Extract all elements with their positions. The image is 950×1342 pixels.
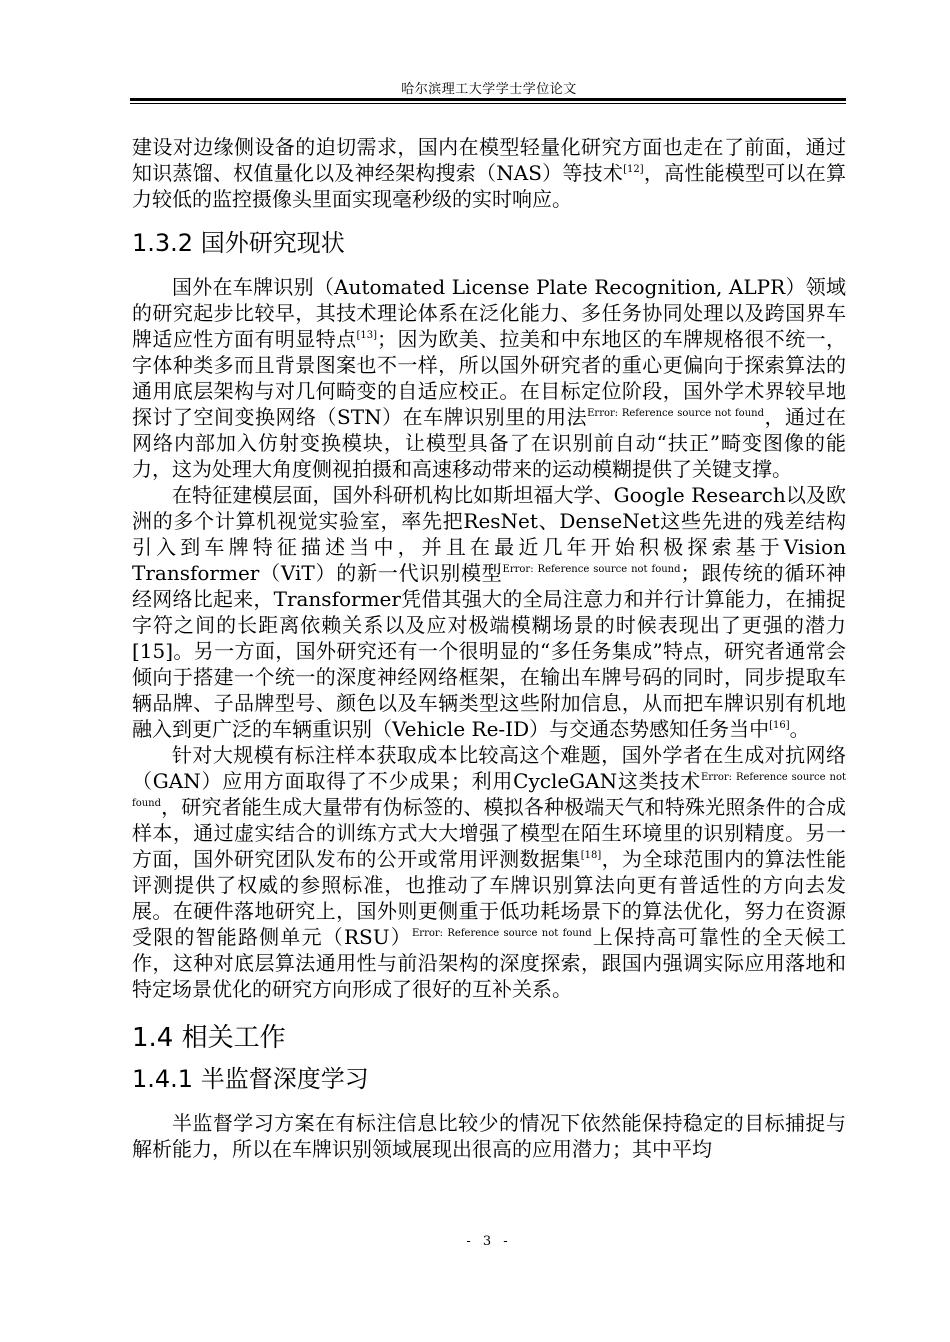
section-heading-1-4: 1.4 相关工作	[132, 1023, 286, 1053]
paragraph-continued	[132, 134, 846, 212]
header-rule-thin	[130, 103, 846, 104]
text: 针对大规模有标注样本获取成本比较高这个难题，国外学者在生成对抗网络（GAN）应用方面取得了不少成果；利用CycleGAN这类技术	[132, 743, 846, 793]
section-heading-1-3-2: 1.3.2 国外研究现状	[132, 229, 345, 257]
text: ，高性能模型可以在算力较低的监控摄像头里面实现毫秒级的实时响应。	[132, 161, 846, 211]
text: 。	[789, 717, 810, 741]
citation-error: Error: Reference source not found	[502, 564, 681, 575]
running-header: 哈尔滨理工大学学士学位论文	[401, 82, 577, 97]
section-heading-1-4-1: 1.4.1 半监督深度学习	[132, 1065, 369, 1093]
page-body	[132, 134, 846, 1162]
text: ，研究者能生成大量带有伪标签的、模拟各种极端天气和特殊光照条件的合成样本，通过虚实结合的训练方式大大增强了模型在陌生环境里的识别精度。另一方面，国外研究团队发布的公开或常用评测数据集	[132, 795, 846, 871]
page-number: - 3 -	[466, 1234, 512, 1249]
paragraph-gan-datasets	[132, 742, 846, 1002]
text: ；因为欧美、拉美和中东地区的车牌规格很不统一，字体种类多而且背景图案也不一样，所以国外研究者的重心更偏向于探索算法的通用底层架构与对几何畸变的自适应校正。在目标定位阶段，国外学术界较早地探讨了空间变换网络（STN）在车牌识别里的用法	[132, 327, 847, 429]
text: ，通过在网络内部加入仿射变换模块，让模型具备了在识别前自动“扶正”畸变图像的能力，这为处理大角度侧视拍摄和高速移动带来的运动模糊提供了关键支撑。	[132, 405, 846, 481]
paragraph-semi-supervised: 半监督学习方案在有标注信息比较少的情况下依然能保持稳定的目标捕捉与解析能力，所以在车牌识别领域展现出很高的应用潜力；其中平均	[132, 1111, 846, 1161]
header-rule-thick	[130, 98, 846, 101]
citation-error: Error: Reference source not found	[132, 772, 846, 809]
text: 建设对边缘侧设备的迫切需求，国内在模型轻量化研究方面也走在了前面，通过知识蒸馏、权值量化以及神经架构搜索（NAS）等技术	[132, 135, 846, 185]
text: 国外在车牌识别（Automated License Plate Recognition, ALPR）领域的研究起步比较早，其技术理论体系在泛化能力、多任务协同处理以及跨国界车牌适应性方面有明显特点	[132, 275, 846, 351]
paragraph-feature-modeling	[132, 482, 846, 742]
citation: [13]	[356, 330, 378, 341]
citation: [18]	[580, 850, 602, 861]
text: ；跟传统的循环神经网络比起来，Transformer凭借其强大的全局注意力和并行计算能力，在捕捉字符之间的长距离依赖关系以及应对极端模糊场景的时候表现出了更强的潜力[15]。另一方面，国外研究还有一个很明显的“多任务集成”特点，研究者通常会倾向于搭建一个统一的深度神经网络框架，在输出车牌号码的同时，同步提取车辆品牌、子品牌型号、颜色以及车辆类型这些附加信息，从而把车牌识别有机地融入到更广泛的车辆重识别（Vehicle Re-ID）与交通态势感知任务当中	[132, 561, 847, 741]
citation-error: Error: Reference source not found	[587, 408, 764, 419]
text: 在特征建模层面，国外科研机构比如斯坦福大学、Google Research以及欧洲的多个计算机视觉实验室，率先把ResNet、DenseNet这些先进的残差结构引入到车牌特征描述当中，并且在最近几年开始积极探索基于Vision Transformer（ViT）的新一代识别模型	[132, 483, 846, 585]
text: ，为全球范围内的算法性能评测提供了权威的参照标准，也推动了车牌识别算法向更有普适性的方向去发展。在硬件落地研究上，国外则更侧重于低功耗场景下的算法优化，努力在资源受限的智能路侧单元（RSU）	[132, 847, 847, 949]
text: 上保持高可靠性的全天候工作，这种对底层算法通用性与前沿架构的深度探索，跟国内强调实际应用落地和特定场景优化的研究方向形成了很好的互补关系。	[132, 925, 847, 1001]
paragraph-foreign-overview	[132, 274, 846, 482]
citation: [16]	[769, 720, 790, 731]
citation: [12]	[623, 164, 644, 175]
citation-error: Error: Reference source not found	[412, 928, 592, 939]
